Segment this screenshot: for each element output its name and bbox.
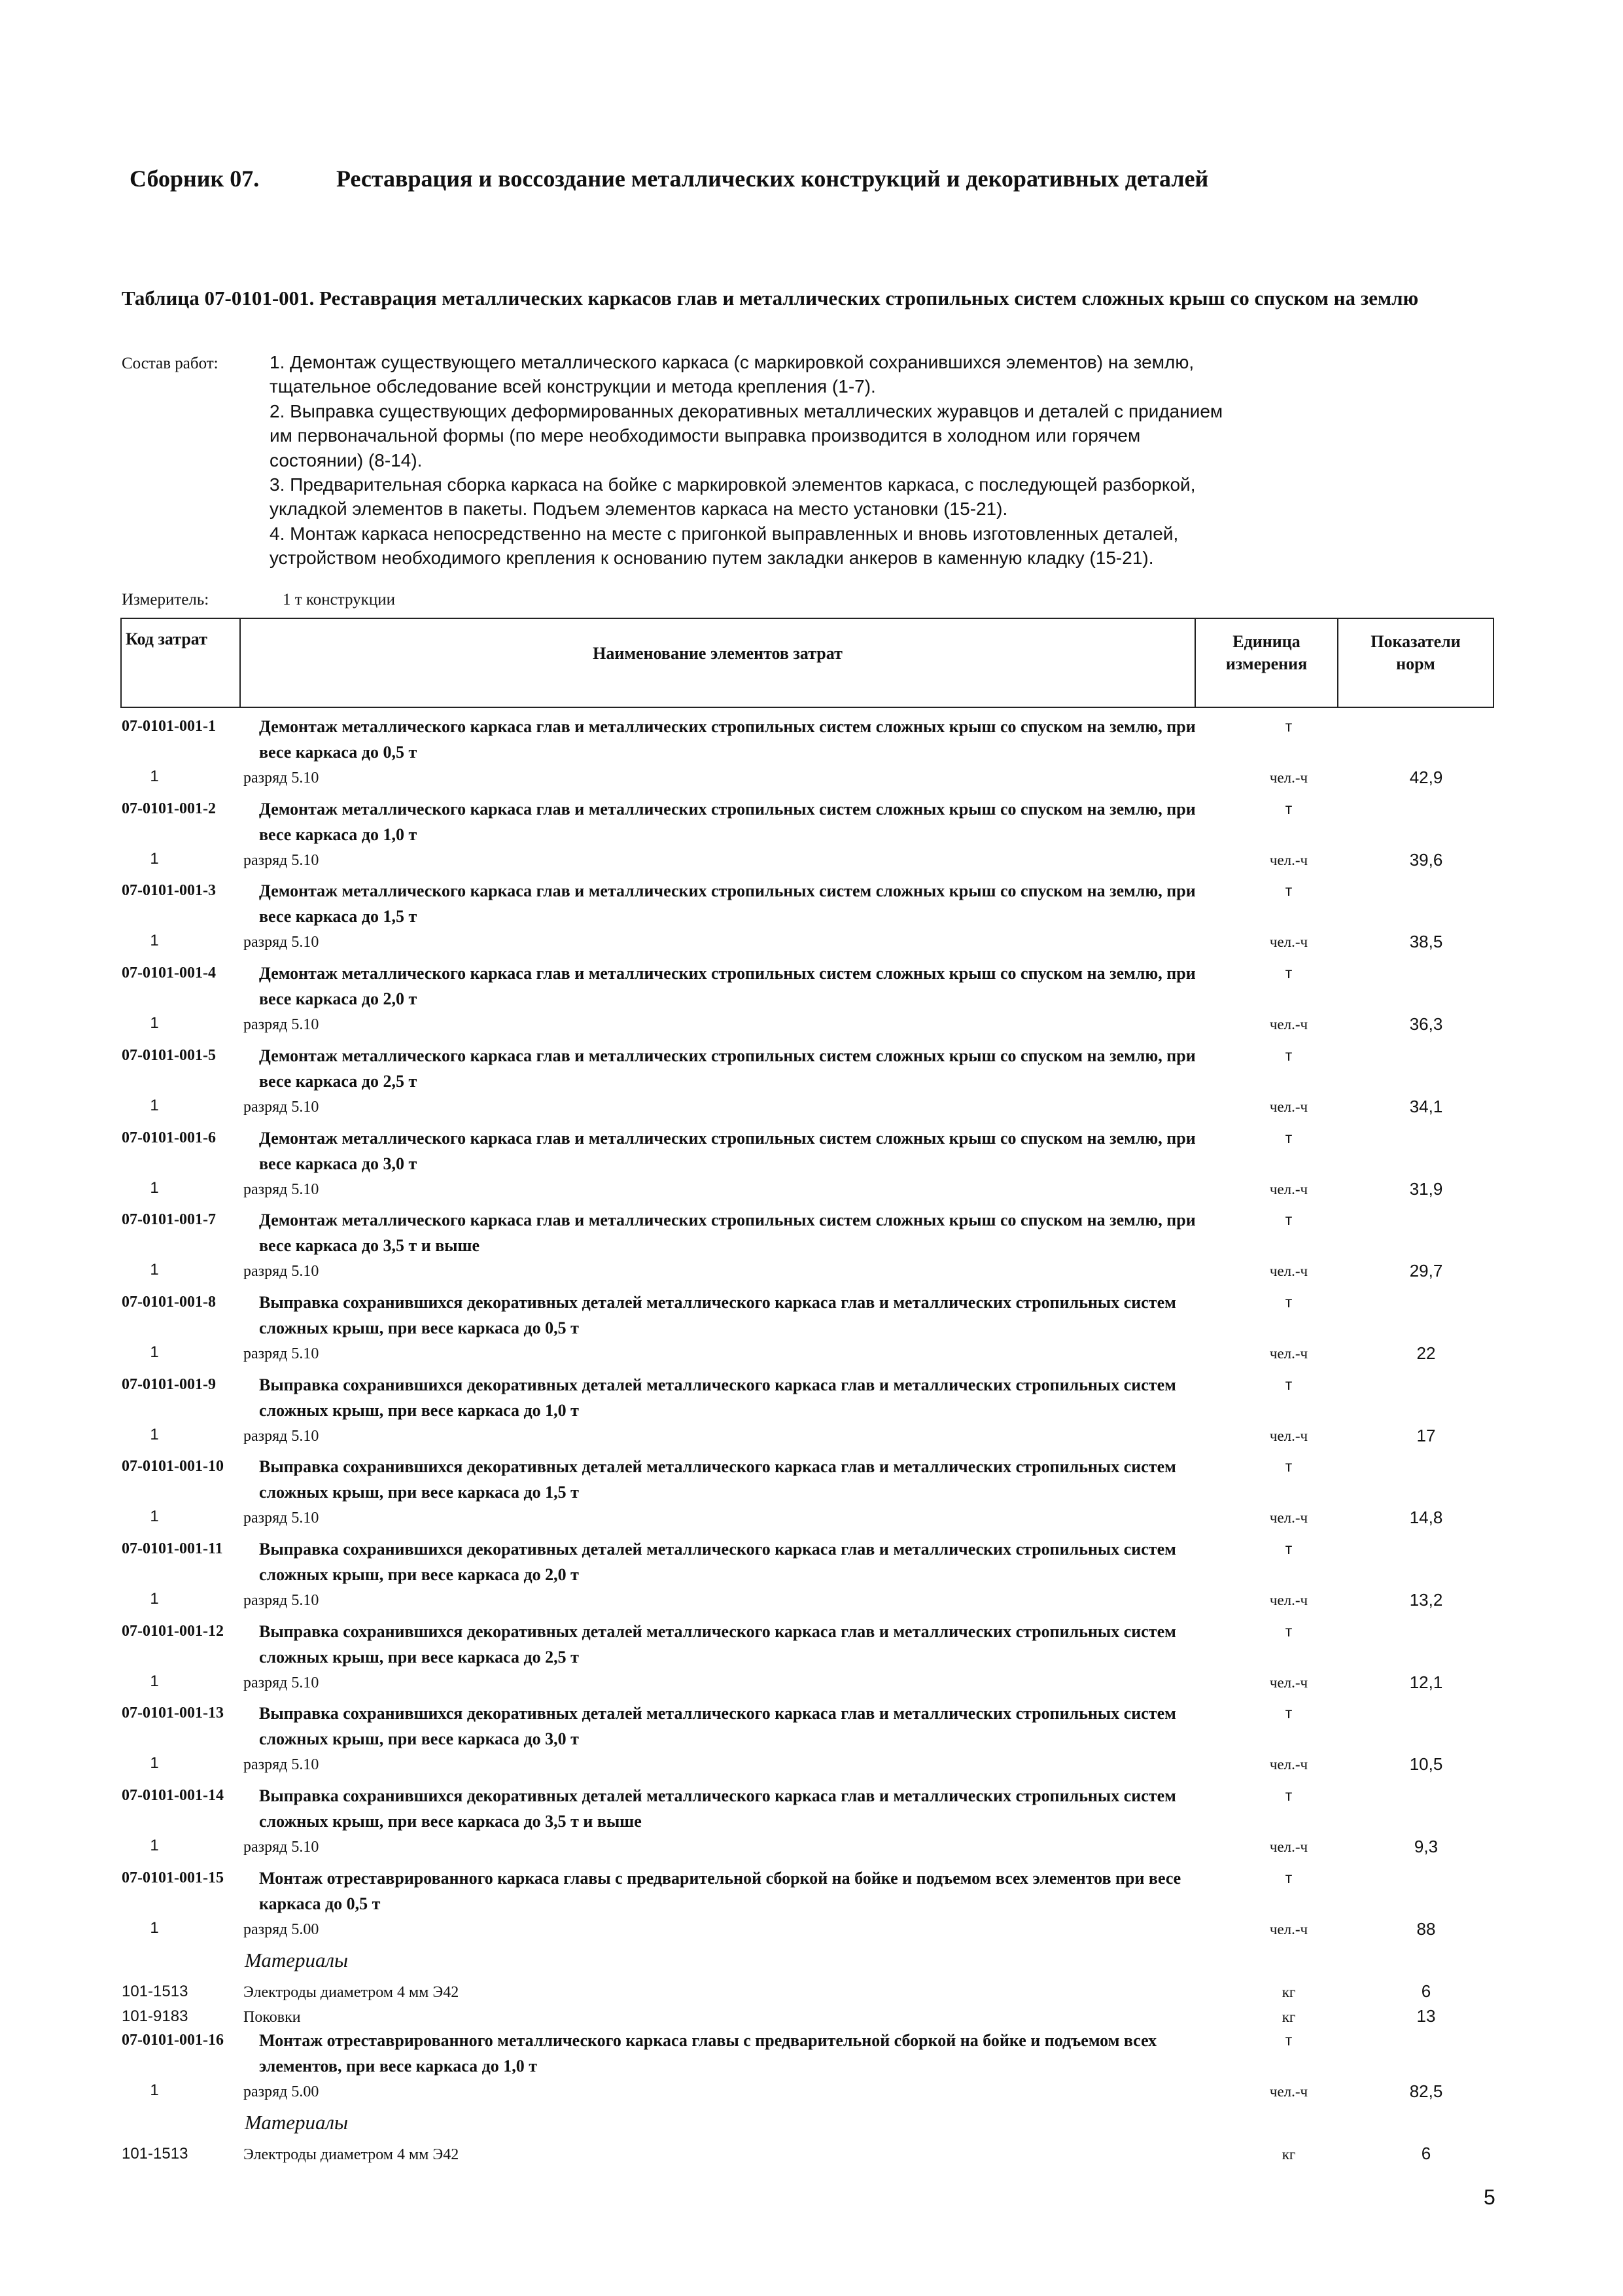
- resource-name: разряд 5.10: [243, 1345, 319, 1362]
- resource-unit: чел.-ч: [1269, 1263, 1308, 1279]
- collection-title: Реставрация и воссоздание металлических конструкций и декоративных деталей: [336, 166, 1209, 192]
- resource-name: разряд 5.10: [243, 1839, 319, 1856]
- resource-name: разряд 5.10: [243, 769, 319, 786]
- material-name: Электроды диаметром 4 мм Э42: [243, 2146, 459, 2163]
- resource-value: 17: [1416, 1426, 1436, 1445]
- item-code: 07-0101-001-10: [122, 1458, 224, 1475]
- resource-number: 1: [150, 1590, 159, 1608]
- item-name: Выправка сохранившихся декоративных деталей металлического каркаса глав и металлических стропильных систем сложных крыш, при весе каркаса до 0,5 т: [259, 1293, 1176, 1337]
- materials-heading: Материалы: [245, 1949, 349, 1971]
- resource-name: разряд 5.10: [243, 1099, 319, 1116]
- item-name: Демонтаж металлического каркаса глав и металлических стропильных систем сложных крыш со спуском на землю, при весе каркаса до 0,5 т: [259, 717, 1196, 762]
- header-name: Наименование элементов затрат: [593, 644, 843, 663]
- item-name: Выправка сохранившихся декоративных деталей металлического каркаса глав и металлических стропильных систем сложных крыш, при весе каркаса до 1,5 т: [259, 1457, 1176, 1502]
- resource-value: 36,3: [1409, 1014, 1443, 1034]
- item-code: 07-0101-001-13: [122, 1704, 224, 1722]
- resource-number: 1: [150, 1097, 159, 1114]
- material-code: 101-1513: [122, 2145, 188, 2163]
- composition-line: 4. Монтаж каркаса непосредственно на месте с пригонкой выправленных и вновь изготовленных деталей,: [270, 523, 1179, 544]
- measure-label: Измеритель:: [122, 591, 209, 609]
- item-unit: т: [1285, 1376, 1293, 1393]
- resource-number: 1: [150, 1014, 159, 1032]
- resource-value: 10,5: [1409, 1754, 1443, 1774]
- resource-unit: чел.-ч: [1269, 934, 1308, 950]
- resource-unit: чел.-ч: [1269, 1839, 1308, 1855]
- item-name: Демонтаж металлического каркаса глав и металлических стропильных систем сложных крыш со спуском на землю, при весе каркаса до 3,0 т: [259, 1129, 1196, 1173]
- item-unit: т: [1285, 1294, 1293, 1311]
- resource-name: разряд 5.10: [243, 852, 319, 869]
- resource-value: 39,6: [1409, 850, 1443, 870]
- resource-unit: чел.-ч: [1269, 1674, 1308, 1691]
- resource-name: разряд 5.00: [243, 1921, 319, 1938]
- item-code: 07-0101-001-14: [122, 1787, 224, 1804]
- item-unit: т: [1285, 1704, 1293, 1722]
- material-value: 6: [1421, 1981, 1431, 2001]
- resource-value: 13,2: [1409, 1590, 1443, 1610]
- material-name: Поковки: [243, 2009, 301, 2026]
- header-unit-line: Единица: [1232, 632, 1300, 651]
- item-code: 07-0101-001-2: [122, 800, 216, 817]
- item-code: 07-0101-001-3: [122, 882, 216, 899]
- composition-line: тщательное обследование всей конструкции и метода крепления (1-7).: [270, 376, 876, 397]
- resource-name: разряд 5.10: [243, 1592, 319, 1609]
- composition-line: состоянии) (8-14).: [270, 450, 423, 470]
- item-code: 07-0101-001-11: [122, 1540, 223, 1557]
- item-unit: т: [1285, 1540, 1293, 1557]
- resource-number: 1: [150, 1837, 159, 1854]
- resource-unit: чел.-ч: [1269, 1428, 1308, 1444]
- resource-name: разряд 5.10: [243, 1756, 319, 1773]
- item-code: 07-0101-001-12: [122, 1623, 224, 1640]
- resource-number: 1: [150, 1508, 159, 1525]
- item-unit: т: [1285, 1047, 1293, 1064]
- resource-name: разряд 5.10: [243, 1674, 319, 1691]
- composition-line: устройством необходимого крепления к основанию путем закладки анкеров в каменную кладку (15-21).: [270, 548, 1154, 569]
- material-code: 101-1513: [122, 1983, 188, 2000]
- composition-line: 2. Выправка существующих деформированных декоративных металлических журавцов и деталей с приданием: [270, 400, 1223, 421]
- composition-line: 3. Предварительная сборка каркаса на бойке с маркировкой элементов каркаса, с последующей разборкой,: [270, 474, 1196, 495]
- item-name: Демонтаж металлического каркаса глав и металлических стропильных систем сложных крыш со спуском на землю, при весе каркаса до 1,0 т: [259, 800, 1196, 844]
- header-norm-line: норм: [1396, 654, 1435, 673]
- header-norm: [1338, 631, 1493, 675]
- resource-unit: чел.-ч: [1269, 1592, 1308, 1608]
- resource-number: 1: [150, 2081, 159, 2099]
- item-code: 07-0101-001-15: [122, 1869, 224, 1886]
- item-unit: т: [1285, 1787, 1293, 1804]
- item-name: Монтаж отреставрированного каркаса главы с предварительной сборкой на бойке и подъемом всех элементов при весе каркаса до 0,5 т: [259, 1869, 1181, 1913]
- resource-unit: чел.-ч: [1269, 1099, 1308, 1115]
- resource-value: 31,9: [1409, 1179, 1443, 1199]
- item-code: 07-0101-001-6: [122, 1129, 216, 1146]
- resource-unit: чел.-ч: [1269, 2083, 1308, 2100]
- resource-value: 9,3: [1414, 1837, 1439, 1856]
- header-unit-line: измерения: [1225, 654, 1308, 673]
- resource-name: разряд 5.10: [243, 1181, 319, 1198]
- page-number: 5: [1484, 2185, 1495, 2209]
- collection-label: Сборник 07.: [130, 166, 260, 192]
- item-code: 07-0101-001-4: [122, 964, 216, 981]
- resource-unit: чел.-ч: [1269, 1921, 1308, 1937]
- resource-name: разряд 5.10: [243, 1428, 319, 1445]
- header-unit: [1196, 631, 1337, 675]
- resource-unit: чел.-ч: [1269, 769, 1308, 786]
- resource-number: 1: [150, 932, 159, 949]
- item-unit: т: [1285, 2032, 1293, 2049]
- resource-name: разряд 5.00: [243, 2083, 319, 2100]
- header-code: Код затрат: [126, 629, 207, 648]
- item-name: Выправка сохранившихся декоративных деталей металлического каркаса глав и металлических стропильных систем сложных крыш, при весе каркаса до 1,0 т: [259, 1375, 1176, 1420]
- material-unit: кг: [1282, 2009, 1296, 2025]
- resource-value: 14,8: [1409, 1508, 1443, 1527]
- item-code: 07-0101-001-8: [122, 1294, 216, 1311]
- resource-value: 38,5: [1409, 932, 1443, 951]
- item-name: Монтаж отреставрированного металлического каркаса главы с предварительной сборкой на бойке и подъемом всех элементов, при весе каркаса до 1,0 т: [259, 2031, 1157, 2075]
- item-name: Демонтаж металлического каркаса глав и металлических стропильных систем сложных крыш со спуском на землю, при весе каркаса до 3,5 т и выше: [259, 1210, 1196, 1255]
- item-name: Демонтаж металлического каркаса глав и металлических стропильных систем сложных крыш со спуском на землю, при весе каркаса до 2,5 т: [259, 1046, 1196, 1091]
- item-unit: т: [1285, 1869, 1293, 1886]
- resource-number: 1: [150, 1754, 159, 1772]
- resource-number: 1: [150, 1261, 159, 1279]
- material-value: 6: [1421, 2144, 1431, 2163]
- resource-value: 82,5: [1409, 2081, 1443, 2101]
- resource-number: 1: [150, 768, 159, 785]
- resource-unit: чел.-ч: [1269, 1345, 1308, 1362]
- item-code: 07-0101-001-7: [122, 1211, 216, 1228]
- item-code: 07-0101-001-16: [122, 2032, 224, 2049]
- material-name: Электроды диаметром 4 мм Э42: [243, 1984, 459, 2001]
- composition-text: [270, 350, 1382, 571]
- item-name: Выправка сохранившихся декоративных деталей металлического каркаса глав и металлических стропильных систем сложных крыш, при весе каркаса до 2,0 т: [259, 1540, 1176, 1584]
- resource-value: 12,1: [1409, 1672, 1443, 1692]
- material-code: 101-9183: [122, 2007, 188, 2025]
- resource-unit: чел.-ч: [1269, 1181, 1308, 1197]
- table-title: Таблица 07-0101-001. Реставрация металлических каркасов глав и металлических стропильных систем сложных крыш со спуском на землю: [122, 287, 1419, 309]
- resource-number: 1: [150, 850, 159, 868]
- materials-heading: Материалы: [245, 2111, 349, 2134]
- item-name: Выправка сохранившихся декоративных деталей металлического каркаса глав и металлических стропильных систем сложных крыш, при весе каркаса до 2,5 т: [259, 1622, 1176, 1667]
- resource-name: разряд 5.10: [243, 934, 319, 951]
- measure-value: 1 т конструкции: [283, 591, 395, 609]
- item-code: 07-0101-001-5: [122, 1047, 216, 1064]
- composition-line: 1. Демонтаж существующего металлического каркаса (с маркировкой сохранившихся элементов) на землю,: [270, 352, 1195, 372]
- item-name: Демонтаж металлического каркаса глав и металлических стропильных систем сложных крыш со спуском на землю, при весе каркаса до 2,0 т: [259, 964, 1196, 1008]
- composition-line: им первоначальной формы (по мере необходимости выправка производится в холодном или горячем: [270, 425, 1141, 446]
- resource-unit: чел.-ч: [1269, 852, 1308, 868]
- resource-unit: чел.-ч: [1269, 1756, 1308, 1773]
- resource-value: 22: [1416, 1343, 1436, 1363]
- material-unit: кг: [1282, 1984, 1296, 2000]
- item-unit: т: [1285, 800, 1293, 817]
- resource-number: 1: [150, 1919, 159, 1937]
- item-unit: т: [1285, 718, 1293, 735]
- resource-value: 42,9: [1409, 768, 1443, 787]
- resource-name: разряд 5.10: [243, 1016, 319, 1033]
- item-name: Демонтаж металлического каркаса глав и металлических стропильных систем сложных крыш со спуском на землю, при весе каркаса до 1,5 т: [259, 881, 1196, 926]
- resource-number: 1: [150, 1672, 159, 1690]
- table-header: [120, 618, 1494, 708]
- item-unit: т: [1285, 882, 1293, 899]
- material-value: 13: [1416, 2006, 1436, 2026]
- resource-unit: чел.-ч: [1269, 1510, 1308, 1526]
- resource-value: 34,1: [1409, 1097, 1443, 1116]
- item-unit: т: [1285, 1458, 1293, 1475]
- header-norm-line: Показатели: [1370, 632, 1461, 651]
- resource-value: 29,7: [1409, 1261, 1443, 1280]
- resource-number: 1: [150, 1179, 159, 1197]
- resource-unit: чел.-ч: [1269, 1016, 1308, 1033]
- resource-number: 1: [150, 1426, 159, 1443]
- item-unit: т: [1285, 964, 1293, 981]
- item-name: Выправка сохранившихся декоративных деталей металлического каркаса глав и металлических стропильных систем сложных крыш, при весе каркаса до 3,5 т и выше: [259, 1786, 1176, 1831]
- material-unit: кг: [1282, 2146, 1296, 2163]
- resource-name: разряд 5.10: [243, 1263, 319, 1280]
- item-unit: т: [1285, 1623, 1293, 1640]
- composition-label: Состав работ:: [122, 355, 218, 372]
- item-name: Выправка сохранившихся декоративных деталей металлического каркаса глав и металлических стропильных систем сложных крыш, при весе каркаса до 3,0 т: [259, 1704, 1176, 1748]
- item-code: 07-0101-001-1: [122, 718, 216, 735]
- item-code: 07-0101-001-9: [122, 1376, 216, 1393]
- resource-name: разряд 5.10: [243, 1510, 319, 1527]
- resource-number: 1: [150, 1343, 159, 1361]
- composition-line: укладкой элементов в пакеты. Подъем элементов каркаса на место установки (15-21).: [270, 499, 1008, 520]
- item-unit: т: [1285, 1211, 1293, 1228]
- resource-value: 88: [1416, 1919, 1436, 1939]
- item-unit: т: [1285, 1129, 1293, 1146]
